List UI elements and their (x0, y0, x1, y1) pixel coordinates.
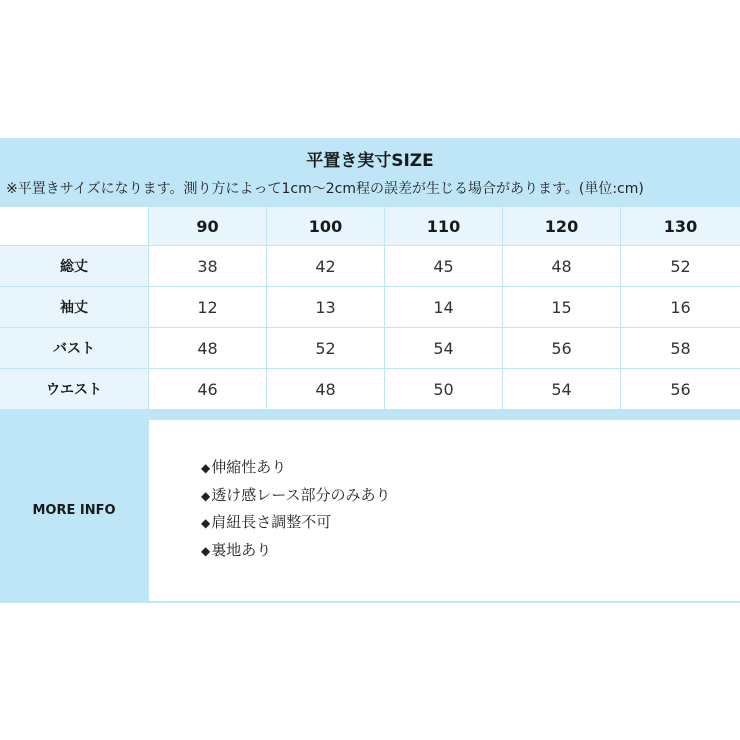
more-info-item: ◆裏地あり (201, 540, 272, 559)
more-info-item: ◆透け感レース部分のみあり (201, 485, 391, 504)
more-info-box (149, 420, 740, 601)
measurement-value-cell: 13 (267, 287, 384, 327)
more-info-item: ◆伸縮性あり (201, 458, 287, 476)
size-column-header: 120 (503, 207, 620, 245)
measurement-value-cell: 52 (267, 328, 384, 368)
measurement-value-cell: 48 (149, 328, 266, 368)
diamond-bullet-icon: ◆ (201, 461, 211, 475)
measurement-value-cell: 42 (267, 246, 384, 286)
size-chart-title: 平置き実寸SIZE (306, 151, 434, 171)
more-info-item: ◆肩紐長さ調整不可 (201, 513, 332, 531)
size-column-header: 100 (267, 207, 384, 245)
measurement-value-cell: 54 (503, 369, 620, 409)
measurement-value-cell: 54 (385, 328, 502, 368)
measurement-value-cell: 15 (503, 287, 620, 327)
measurement-value-cell: 56 (503, 328, 620, 368)
measurement-value-cell: 48 (503, 246, 620, 286)
diamond-bullet-icon: ◆ (201, 543, 211, 558)
diamond-bullet-icon: ◆ (201, 488, 211, 503)
measurement-row-label: 袖丈 (0, 287, 148, 327)
measurement-value-cell: 38 (149, 246, 266, 286)
measurement-value-cell: 56 (621, 369, 740, 409)
more-info-label: MORE INFO (32, 503, 116, 518)
measurement-value-cell: 12 (149, 287, 266, 327)
measurement-value-cell: 14 (385, 287, 502, 327)
measurement-row-label: ウエスト (0, 369, 148, 409)
measurement-value-cell: 45 (385, 246, 502, 286)
measurement-value-cell: 16 (621, 287, 740, 327)
measurement-note: ※平置きサイズになります。測り方によって1cm〜2cm程の誤差が生じる場合があります。(単位:cm) (6, 181, 644, 197)
size-column-header: 130 (621, 207, 740, 245)
more-info-list (201, 454, 391, 564)
measurement-row-label: 総丈 (0, 246, 148, 286)
measurement-value-cell: 52 (621, 246, 740, 286)
measurement-value-cell: 58 (621, 328, 740, 368)
size-column-header: 90 (149, 207, 266, 245)
measurement-row-label: バスト (0, 328, 148, 368)
measurement-value-cell: 48 (267, 369, 384, 409)
diamond-bullet-icon: ◆ (201, 516, 211, 530)
measurement-value-cell: 50 (385, 369, 502, 409)
table-corner-cell (0, 207, 148, 245)
measurement-value-cell: 46 (149, 369, 266, 409)
size-column-header: 110 (385, 207, 502, 245)
